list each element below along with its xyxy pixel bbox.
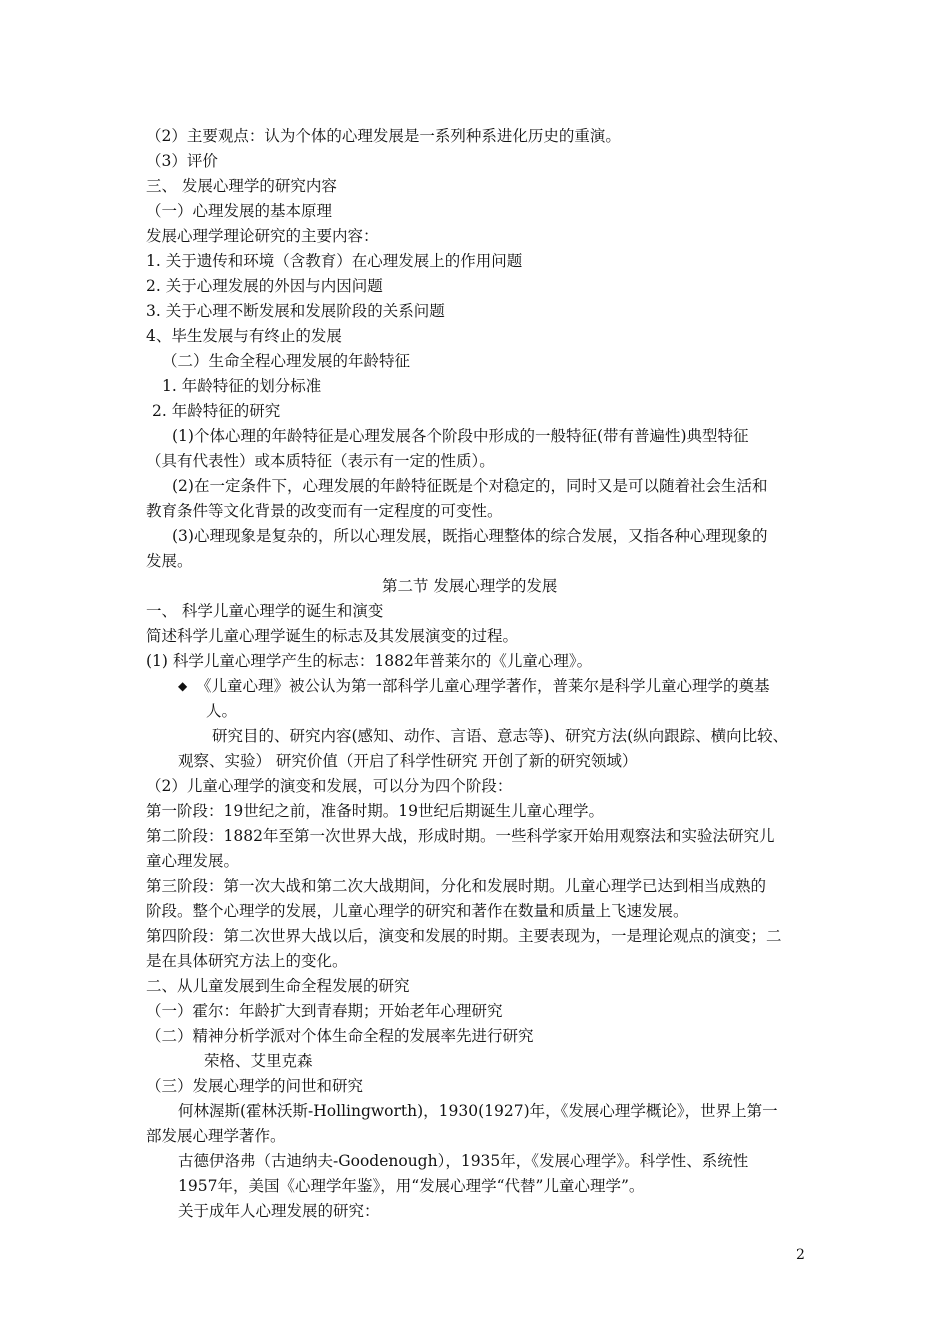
text-line: 荣格、艾里克森 <box>204 1052 313 1070</box>
text-line: 观察、实验） 研究价值（开启了科学性研究 开创了新的研究领域） <box>178 752 638 770</box>
text-line: 1. 年龄特征的划分标准 <box>162 377 322 395</box>
text-line: （一）心理发展的基本原理 <box>146 202 333 220</box>
text-line: （一）霍尔：年龄扩大到青春期；开始老年心理研究 <box>146 1002 503 1020</box>
text-line: (1)个体心理的年龄特征是心理发展各个阶段中形成的一般特征(带有普遍性)典型特征 <box>172 427 749 445</box>
text-line: 古德伊洛弗（古迪纳夫-Goodenough），1935年，《发展心理学》。科学性、系统性 <box>178 1152 749 1170</box>
text-line: 童心理发展。 <box>146 852 240 870</box>
text-line: 3. 关于心理不断发展和发展阶段的关系问题 <box>146 302 445 320</box>
text-line: （三）发展心理学的问世和研究 <box>146 1077 364 1095</box>
text-line: （2）儿童心理学的演变和发展，可以分为四个阶段： <box>146 777 513 795</box>
text-line: 1. 关于遗传和环境（含教育）在心理发展上的作用问题 <box>146 252 523 270</box>
text-line: 第四阶段：第二次世界大战以后，演变和发展的时期。主要表现为，一是理论观点的演变；二 <box>146 927 782 945</box>
text-line: (1) 科学儿童心理学产生的标志：1882年普莱尔的《儿童心理》。 <box>146 652 593 670</box>
page-number: 2 <box>796 1247 805 1263</box>
text-line: 研究目的、研究内容(感知、动作、言语、意志等)、研究方法(纵向跟踪、横向比较、 <box>212 727 789 745</box>
section-heading: 二、从儿童发展到生命全程发展的研究 <box>146 977 410 995</box>
text-line: （二）精神分析学派对个体生命全程的发展率先进行研究 <box>146 1027 534 1045</box>
text-line: 部发展心理学著作。 <box>146 1127 286 1145</box>
text-line: 《儿童心理》被公认为第一部科学儿童心理学著作，普莱尔是科学儿童心理学的奠基 <box>196 677 770 695</box>
text-line: 是在具体研究方法上的变化。 <box>146 952 348 970</box>
text-line: 简述科学儿童心理学诞生的标志及其发展演变的过程。 <box>146 627 519 645</box>
section-heading: 一、 科学儿童心理学的诞生和演变 <box>146 602 384 620</box>
text-line: (3)心理现象是复杂的，所以心理发展，既指心理整体的综合发展，又指各种心理现象的 <box>172 527 768 545</box>
section-heading: 三、 发展心理学的研究内容 <box>146 177 337 195</box>
text-line: 4、毕生发展与有终止的发展 <box>146 327 342 345</box>
text-line: 发展。 <box>146 552 193 570</box>
text-line: 2. 年龄特征的研究 <box>152 402 281 420</box>
text-line: 第三阶段：第一次大战和第二次大战期间，分化和发展时期。儿童心理学已达到相当成熟的 <box>146 877 767 895</box>
text-line: (2)在一定条件下，心理发展的年龄特征既是个对稳定的，同时又是可以随着社会生活和 <box>172 477 768 495</box>
text-line: 人。 <box>206 702 238 720</box>
chapter-heading: 第二节 发展心理学的发展 <box>382 577 558 595</box>
diamond-bullet-icon: ◆ <box>178 679 188 693</box>
text-line: 何林渥斯(霍林沃斯-Hollingworth)，1930(1927)年，《发展心理学概论》，世界上第一 <box>178 1102 778 1120</box>
text-line: （二）生命全程心理发展的年龄特征 <box>162 352 411 370</box>
text-line: 第二阶段：1882年至第一次世界大战，形成时期。一些科学家开始用观察法和实验法研究儿 <box>146 827 775 845</box>
text-line: 关于成年人心理发展的研究： <box>178 1202 380 1220</box>
text-line: 发展心理学理论研究的主要内容： <box>146 227 379 245</box>
text-line: （具有代表性）或本质特征（表示有一定的性质）。 <box>146 452 495 470</box>
text-line: 2. 关于心理发展的外因与内因问题 <box>146 277 383 295</box>
text-line: 第一阶段：19世纪之前，准备时期。19世纪后期诞生儿童心理学。 <box>146 802 604 820</box>
text-line: （3）评价 <box>146 152 218 170</box>
text-line: 教育条件等文化背景的改变而有一定程度的可变性。 <box>146 502 503 520</box>
text-line: （2）主要观点：认为个体的心理发展是一系列种系进化历史的重演。 <box>146 127 621 145</box>
text-line: 阶段。整个心理学的发展，儿童心理学的研究和著作在数量和质量上飞速发展。 <box>146 902 689 920</box>
text-line: 1957年，美国《心理学年鉴》，用“发展心理学“代替”儿童心理学”。 <box>178 1177 645 1195</box>
